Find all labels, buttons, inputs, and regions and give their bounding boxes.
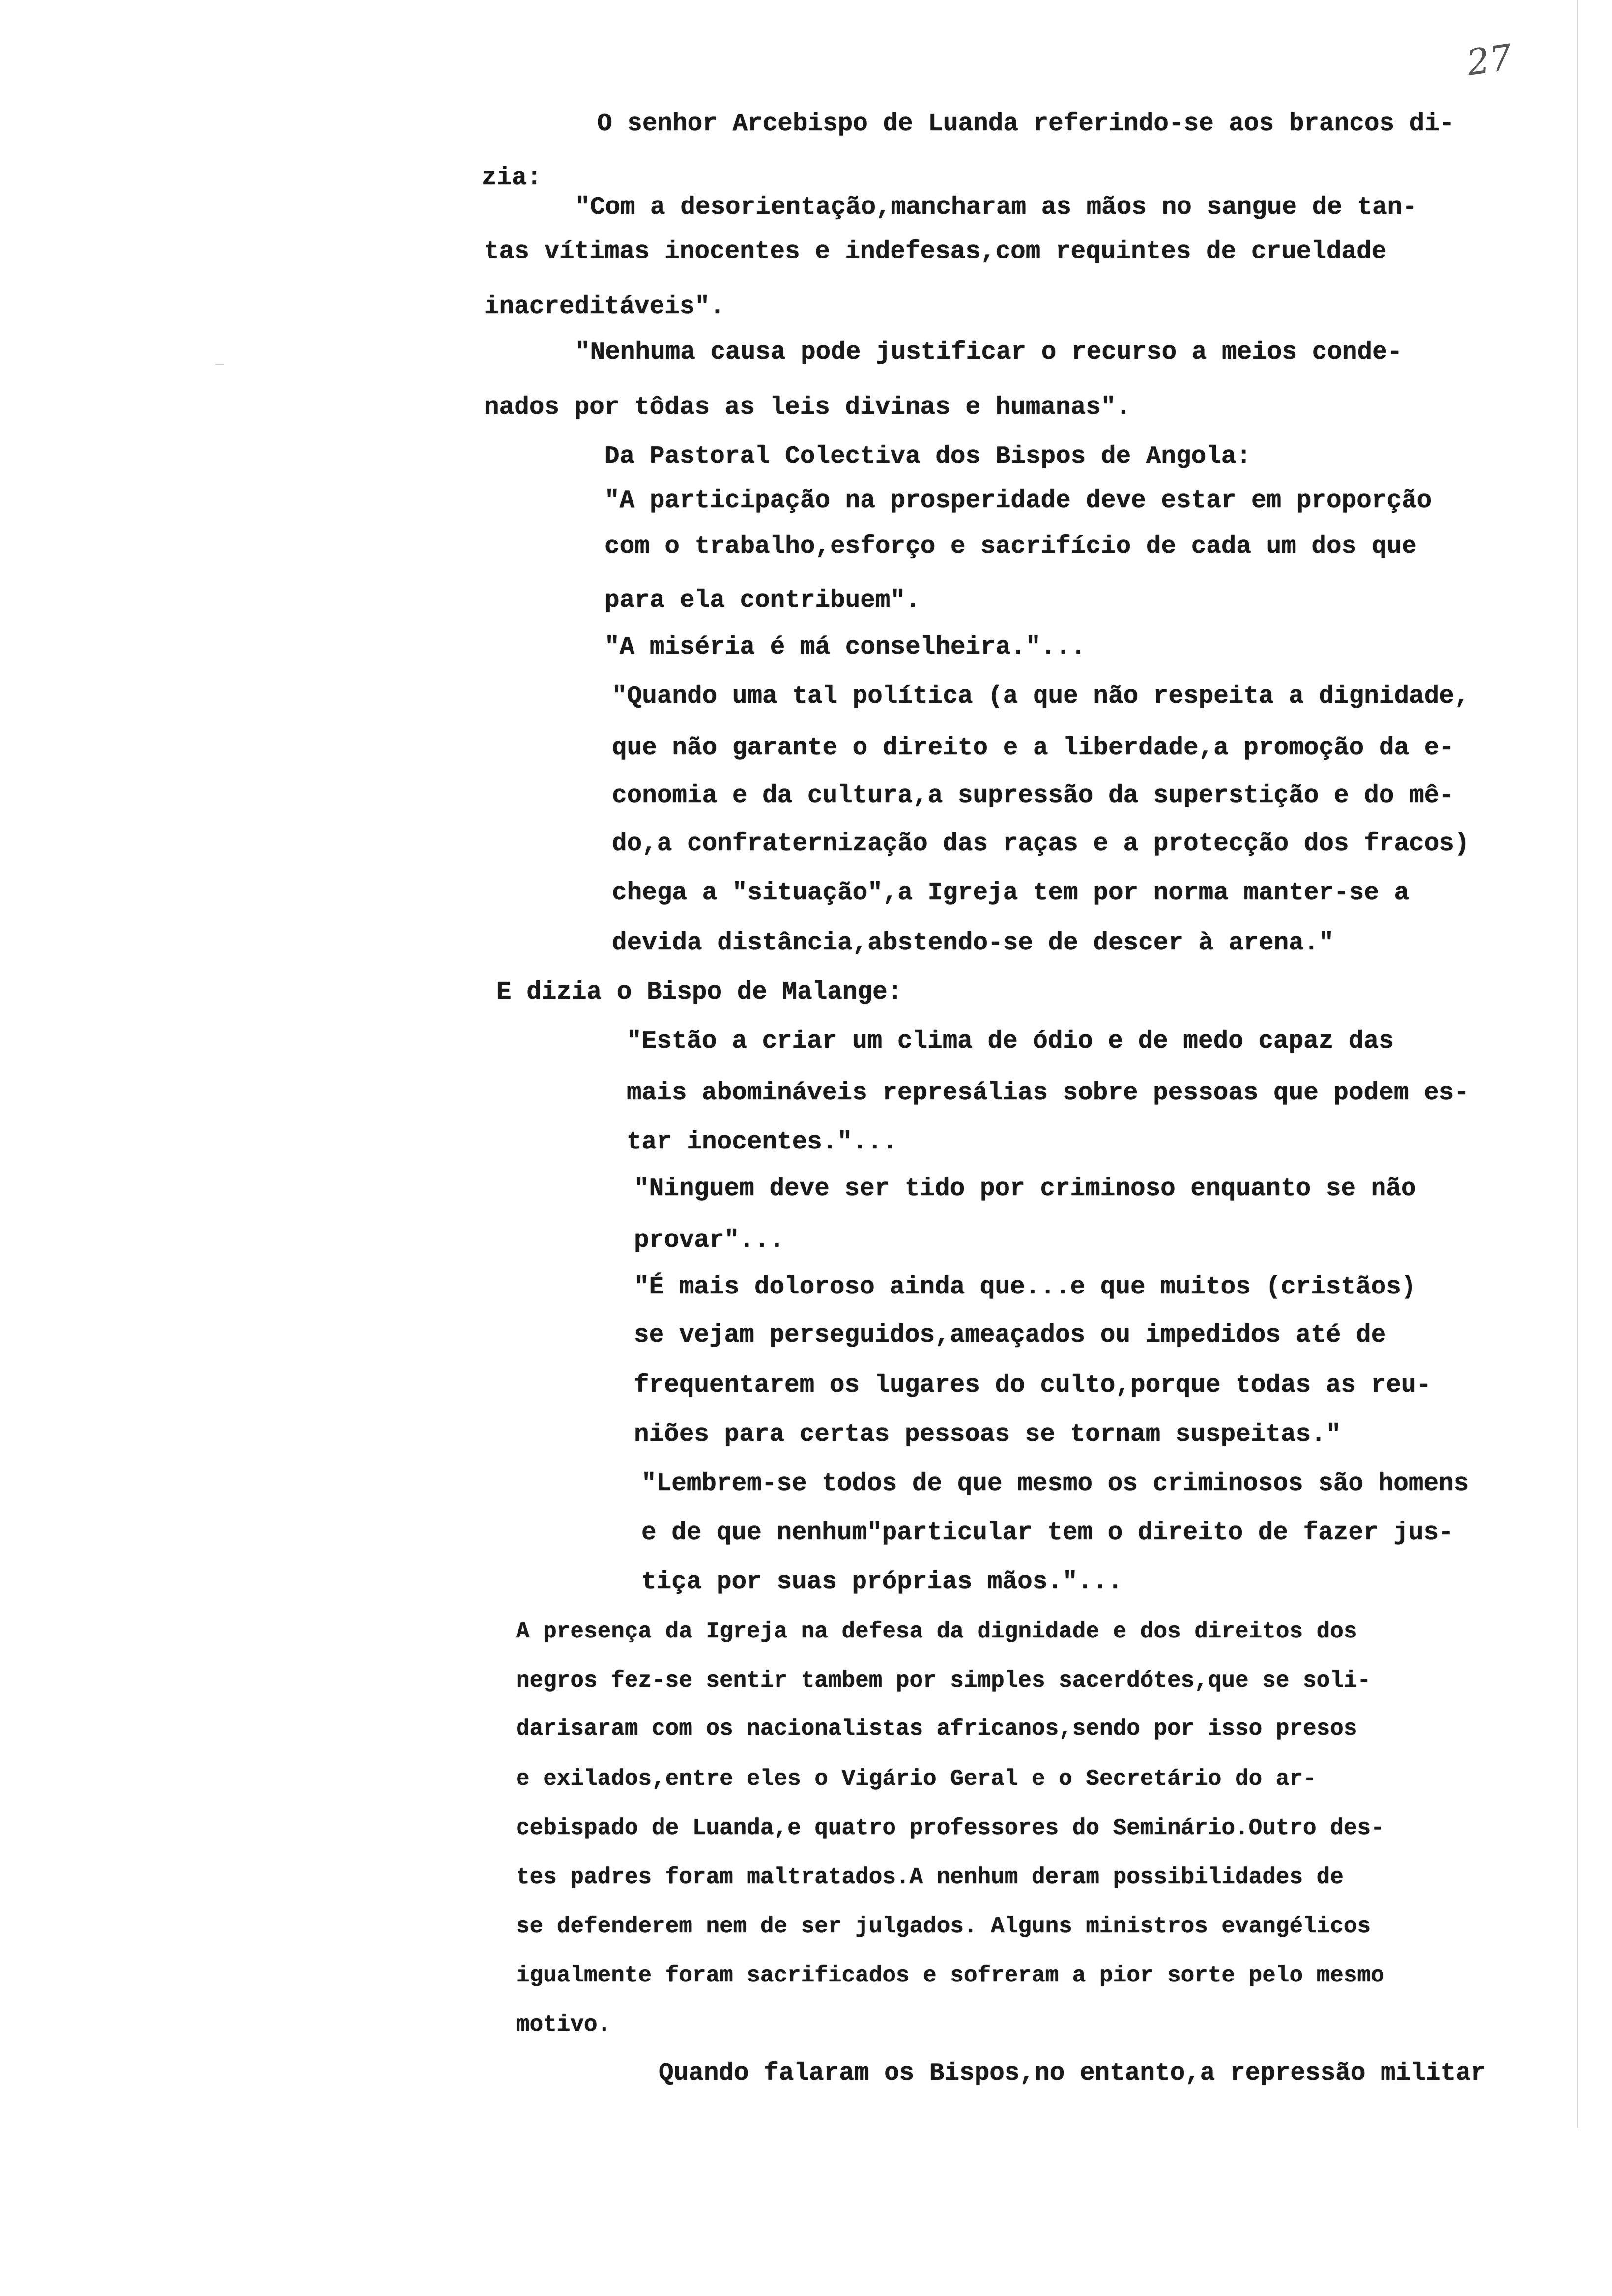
- text-line: "Com a desorientação,mancharam as mãos no sangue de tan-: [575, 194, 1417, 222]
- text-line: "Nenhuma causa pode justificar o recurso a meios conde-: [575, 339, 1403, 367]
- text-line: motivo.: [516, 2012, 611, 2038]
- text-line: A presença da Igreja na defesa da dignidade e dos direitos dos: [516, 1619, 1357, 1644]
- text-line: darisaram com os nacionalistas africanos,sendo por isso presos: [516, 1716, 1357, 1742]
- text-line: frequentarem os lugares do culto,porque todas as reu-: [634, 1372, 1432, 1400]
- text-line: negros fez-se sentir tambem por simples sacerdótes,que se soli-: [516, 1668, 1371, 1693]
- text-line: mais abomináveis represálias sobre pessoas que podem es-: [627, 1079, 1469, 1107]
- text-line: devida distância,abstendo-se de descer à arena.": [612, 929, 1334, 957]
- text-line: zia:: [482, 164, 542, 192]
- text-line: "Ninguem deve ser tido por criminoso enquanto se não: [634, 1175, 1416, 1203]
- text-line: "A participação na prosperidade deve estar em proporção: [604, 487, 1432, 515]
- text-line: Da Pastoral Colectiva dos Bispos de Angola:: [604, 443, 1252, 471]
- text-line: chega a "situação",a Igreja tem por norma manter-se a: [612, 879, 1410, 907]
- text-line: O senhor Arcebispo de Luanda referindo-se aos brancos di-: [597, 110, 1455, 138]
- text-line: se defenderem nem de ser julgados. Alguns ministros evangélicos: [516, 1914, 1371, 1939]
- text-line: niões para certas pessoas se tornam suspeitas.": [634, 1421, 1341, 1449]
- text-line: Quando falaram os Bispos,no entanto,a repressão militar: [659, 2060, 1486, 2088]
- text-line: igualmente foram sacrificados e sofreram a pior sorte pelo mesmo: [516, 1963, 1384, 1988]
- text-line: provar"...: [634, 1227, 785, 1255]
- text-line: tes padres foram maltratados.A nenhum deram possibilidades de: [516, 1865, 1344, 1890]
- text-line: "Estão a criar um clima de ódio e de medo capaz das: [627, 1028, 1394, 1056]
- text-line: tiça por suas próprias mãos."...: [641, 1568, 1123, 1596]
- text-line: tas vítimas inocentes e indefesas,com requintes de crueldade: [484, 238, 1387, 266]
- margin-mark: [215, 364, 224, 365]
- text-line: "Lembrem-se todos de que mesmo os criminosos são homens: [641, 1470, 1469, 1498]
- text-line: e exilados,entre eles o Vigário Geral e o Secretário do ar-: [516, 1766, 1317, 1792]
- text-line: E dizia o Bispo de Malange:: [496, 978, 903, 1006]
- text-line: para ela contribuem".: [604, 587, 921, 615]
- text-line: "É mais doloroso ainda que...e que muitos (cristãos): [634, 1273, 1416, 1301]
- text-line: e de que nenhum"particular tem o direito de fazer jus-: [641, 1519, 1454, 1547]
- page-edge-line: [1577, 0, 1578, 2128]
- text-line: conomia e da cultura,a supressão da superstição e do mê-: [612, 782, 1454, 810]
- text-line: que não garante o direito e a liberdade,a promoção da e-: [612, 734, 1454, 762]
- text-line: se vejam perseguidos,ameaçados ou impedidos até de: [634, 1321, 1386, 1349]
- text-line: "A miséria é má conselheira."...: [604, 633, 1086, 661]
- text-line: inacreditáveis".: [484, 293, 725, 321]
- text-line: do,a confraternização das raças e a protecção dos fracos): [612, 830, 1469, 858]
- text-line: nados por tôdas as leis divinas e humanas".: [484, 394, 1131, 422]
- text-line: cebispado de Luanda,e quatro professores do Seminário.Outro des-: [516, 1815, 1384, 1841]
- text-line: "Quando uma tal política (a que não respeita a dignidade,: [612, 683, 1469, 711]
- text-line: com o trabalho,esforço e sacrifício de cada um dos que: [604, 533, 1417, 561]
- page-number: 27: [1464, 36, 1515, 84]
- text-line: tar inocentes."...: [627, 1128, 897, 1156]
